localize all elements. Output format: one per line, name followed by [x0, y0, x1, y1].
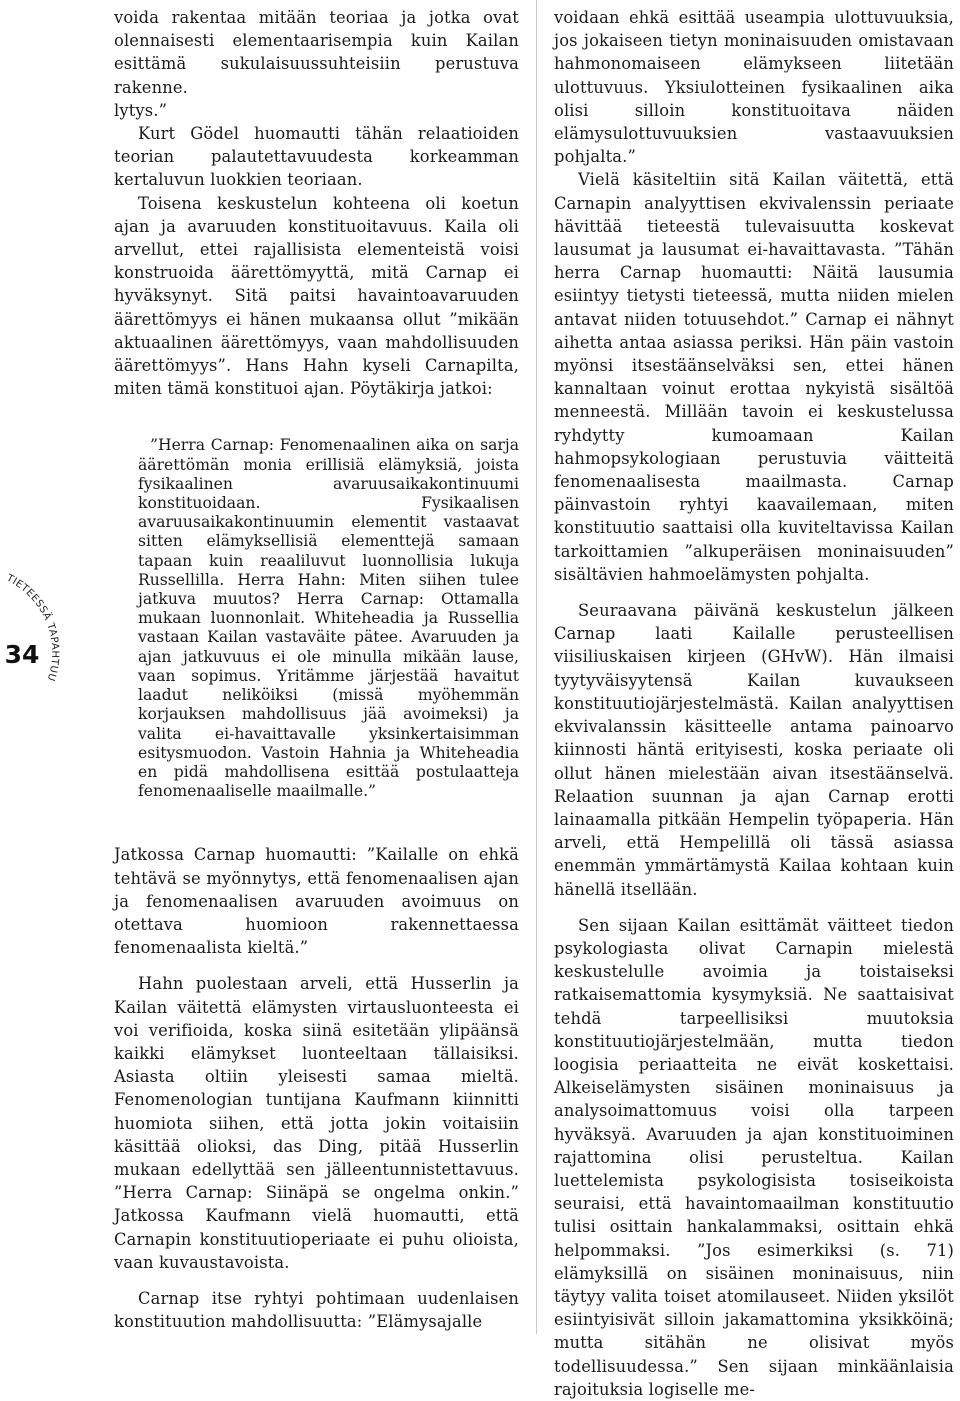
left-paragraph-2: Kurt Gödel huomautti tähän relaatioiden teorian palautettavuudesta korkeamman kertaluvun luokkien teoriaan.: [114, 124, 519, 190]
left-paragraph-5: Hahn puolestaan arveli, että Husserlin ja Kailan väitettä elämysten virtausluonteesta ei voi verifioida, koska siinä esitetään ylipäänsä kaikki elämykset luonteeltaan tällaisiksi. Asiasta oltiin yleisesti samaa mieltä. Fenomenologian tuntijana Kaufmann kiinnitti huomiota siihen, että jotta jokin voitaisiin käsittää olioksi, das Ding, pitää Husserlin mukaan edellyttää sen jälleentunnistettavuus. ”Herra Carnap: Siinäpä se ongelma onkin.” Jatkossa Kaufmann vielä huomautti, että Carnapin konstituutioperiaate ei puhu olioista, vaan kuvaustavoista.: [114, 974, 519, 1272]
block-quote-text: ”Herra Carnap: Fenomenaalinen aika on sarja äärettömän monia erillisiä elämyksiä, joista fysikaalinen avaruusaikakontinuumi konstituoidaan. Fysikaalisen avaruusaikakontinuumin elementit vastaavat sitten elämyksellisiä elementtejä samaan tapaan kuin reaaliluvut luonnollisia lukuja Russellilla. Herra Hahn: Miten siihen tulee jatkuva muutos? Herra Carnap: Ottamalla mukaan luonnonlait. Whiteheadia ja Russellia vastaan Kailan vastaväite pätee. Avaruuden ja ajan jatkuvuus ei ole minulla mikään lause, vaan sopimus. Yritämme järjestää havaitut laadut neliköiksi (missä myöhemmän korjauksen mahdollisuus jää avoimeksi) ja valita ei-havaittavalle yksinkertaisimman esitysmuodon. Vastoin Hahnia ja Whiteheadia en pidä mahdollisena esittää postulaatteja fenomenaaliselle maailmalle.”: [138, 436, 519, 801]
page-number: 34: [4, 640, 40, 669]
column-divider: [536, 0, 537, 1334]
left-paragraph-6: Carnap itse ryhtyi pohtimaan uudenlaisen konstituution mahdollisuutta: ”Elämysajalle: [114, 1288, 519, 1332]
left-paragraph-1-end: lytys.”: [114, 100, 168, 120]
left-paragraph-1: voida rakentaa mitään teoriaa ja jotka ovat olennaisesti elementaarisempia kuin Kailan esittämä sukulaisuussuhteisiin perustuva rakenne.: [114, 8, 519, 97]
left-paragraph-3: Toisena keskustelun kohteena oli koetun ajan ja avaruuden konstituoitavuus. Kaila oli arvellut, ettei rajallisista elementeistä voisi konstruoida äärettömyyttä, mitä Carnap ei hyväksynyt. Sitä paitsi havaintoavaruuden äärettömyys ei hänen mukaansa ollut ”mikään aktuaalinen äärettömyys, vaan mahdollisuuden äärettömyys”. Hans Hahn kyseli Carnapilta, miten tämä konstituoi ajan. Pöytäkirja jatkoi:: [114, 193, 519, 399]
right-paragraph-1: voidaan ehkä esittää useampia ulottuvuuksia, jos jokaiseen tietyn moninaisuuden omistavaan hahmonomaiseen elämykseen liitetään ulottuvuus. Yksiulotteinen fysikaalinen aika olisi silloin konstituoitava näiden elämysulottuvuuksien vastaavuuksien pohjalta.”: [554, 8, 954, 167]
right-paragraph-3: Seuraavana päivänä keskustelun jälkeen Carnap laati Kailalle perusteellisen viisiliuskaisen kirjeen (GHvW). Hän ilmaisi tyytyväisyytensä Kailan kuvaukseen konstituutiojärjestelmästä. Kailan analyyttisen ekvivalanssin käsitteelle antama painoarvo kiinnosti häntä erityisesti, koska periaate oli ollut hänen mielestään aivan itsestäänselvä. Relaation suunnan ja ajan Carnap erotti lainaamalla pitkään Hempelin työpaperia. Hän arveli, että Hempelillä oli tässä asiassa enemmän ymmärtämystä Kailaa kohtaan kuin hänellä itsellään.: [554, 601, 954, 899]
block-quote: [138, 436, 519, 801]
left-paragraph-4: Jatkossa Carnap huomautti: ”Kailalle on ehkä tehtävä se myönnytys, että fenomenaalisen ajan ja fenomenaalisen avaruuden avoimuus on otettava huomioon rakennettaessa fenomenaalista kieltä.”: [114, 845, 519, 958]
right-paragraph-2: Vielä käsiteltiin sitä Kailan väitettä, että Carnapin analyyttisen ekvivalenssin periaate hävittää tieteestä tulevaisuutta koskevat lausumat ja lausumat ei-havaittavasta. ”Tähän herra Carnap huomautti: Näitä lausumia esiintyy tietysti tieteessä, mutta niiden mielen antavat niiden totuusehdot.” Carnap ei nähnyt aihetta antaa asiassa periksi. Hän päin vastoin myönsi itsestäänselväksi sen, ettei hänen kannaltaan voinut erottaa nykyistä sisältöä menneestä. Millään tavoin ei keskustelussa ryhdytty kumoamaan Kailan hahmopsykologiaan perustuvia väitteitä fenomenaalisesta maailmasta. Carnap päinvastoin ryhtyi kaavailemaan, miten konstituutio saattaisi olla kuviteltavissa Kailan tarkoittamien ”alkuperäisen moninaisuuden” sisältävien hahmoelämysten pohjalta.: [554, 170, 954, 584]
journal-name: TIETEESSÄ TAPAHTUU: [4, 572, 61, 683]
right-column: [554, 6, 954, 1401]
left-column: [114, 6, 519, 1333]
right-paragraph-4: Sen sijaan Kailan esittämät väitteet tiedon psykologiasta olivat Carnapin mielestä keskustelulle avoimia ja toistaiseksi ratkaisemattomia kysymyksiä. Ne saattaisivat tehdä tarpeellisiksi muutoksia konstituutiojärjestelmään, mutta tiedon loogisia periaatteita ne eivät koskettaisi. Alkeiselämysten sisäinen moninaisuus ja analysoimattomuus voisi olla tarpeen hyväksyä. Avaruuden ja ajan konstituoiminen rajattomina olisi perusteltua. Kailan luettelemista psykologisista tosiseikoista seuraisi, että havaintomaailman konstituutio tulisi osittain hankalammaksi, osittain ehkä helpommaksi. ”Jos esimerkiksi (s. 71) elämyksillä on sisäinen moninaisuus, niin täytyy valita toiset atomilauseet. Niiden yksilöt esiintyisivät silloin jakamattomina yksikköinä; mutta sitähän ne olisivat myös todellisuudessa.” Sen sijaan minkäänlaisia rajoituksia logiselle me-: [554, 915, 954, 1399]
